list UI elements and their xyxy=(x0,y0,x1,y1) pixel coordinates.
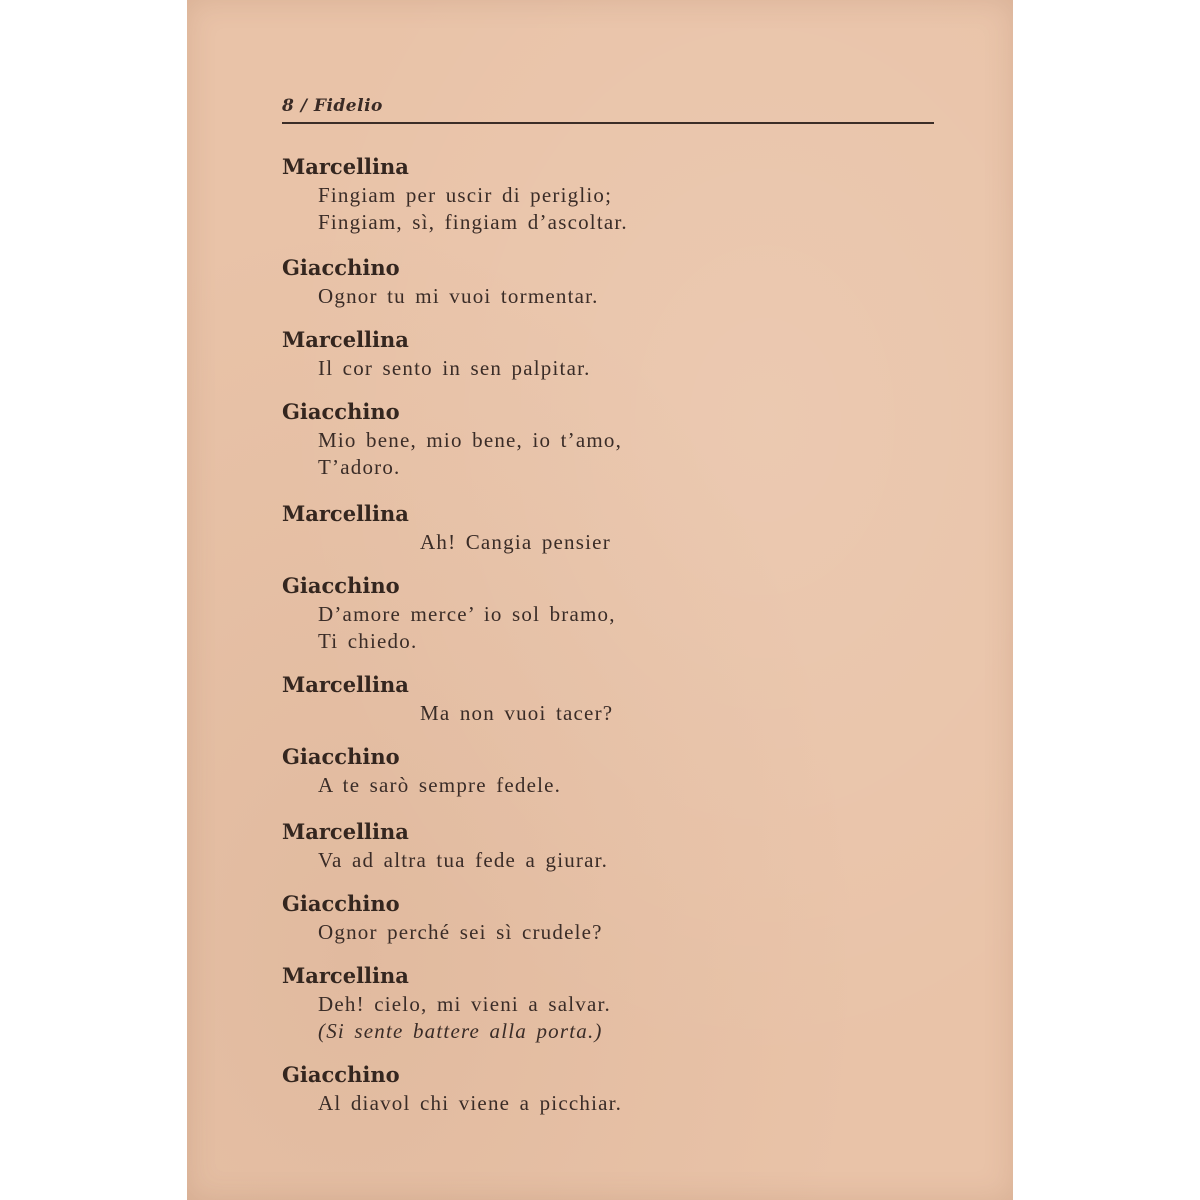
speaker-name: Marcellina xyxy=(282,672,409,697)
verse-line: Va ad altra tua fede a giurar. xyxy=(318,848,609,872)
speech-block xyxy=(282,889,922,946)
running-head: 8 / Fidelio xyxy=(282,96,383,116)
verse-line: Mio bene, mio bene, io t’amo, xyxy=(318,428,623,452)
speech-block xyxy=(282,253,922,310)
speaker-name: Marcellina xyxy=(282,963,409,988)
speech-block xyxy=(282,961,922,1045)
speaker-name: Giacchino xyxy=(282,573,400,598)
speech-block xyxy=(282,817,922,874)
verse-line: Deh! cielo, mi vieni a salvar. xyxy=(318,992,612,1016)
verse-line: Ognor perché sei sì crudele? xyxy=(318,920,603,944)
verse-line: Fingiam, sì, fingiam d’ascoltar. xyxy=(318,210,628,234)
speech-block xyxy=(282,670,922,727)
speaker-name: Marcellina xyxy=(282,501,409,526)
speech-block xyxy=(282,499,922,556)
verse-line: Ma non vuoi tacer? xyxy=(420,701,614,725)
verse-line: Ah! Cangia pensier xyxy=(420,530,611,554)
stage-direction: (Si sente battere alla porta.) xyxy=(318,1019,603,1043)
speaker-name: Giacchino xyxy=(282,1062,400,1087)
speaker-name: Marcellina xyxy=(282,154,409,179)
speaker-name: Marcellina xyxy=(282,819,409,844)
speaker-name: Giacchino xyxy=(282,399,400,424)
speech-block xyxy=(282,1060,922,1117)
speaker-name: Giacchino xyxy=(282,891,400,916)
verse-line: A te sarò sempre fedele. xyxy=(318,773,562,797)
verse-line: Fingiam per uscir di periglio; xyxy=(318,183,613,207)
speaker-name: Giacchino xyxy=(282,255,400,280)
libretto-text xyxy=(282,152,922,1117)
speech-block xyxy=(282,571,922,655)
speaker-name: Marcellina xyxy=(282,327,409,352)
speech-block xyxy=(282,325,922,382)
speech-block xyxy=(282,152,922,236)
book-page xyxy=(187,0,1013,1200)
speaker-name: Giacchino xyxy=(282,744,400,769)
verse-line: T’adoro. xyxy=(318,455,401,479)
verse-line: Al diavol chi viene a picchiar. xyxy=(318,1091,623,1115)
page-header xyxy=(282,90,934,124)
verse-line: D’amore merce’ io sol bramo, xyxy=(318,602,616,626)
verse-line: Il cor sento in sen palpitar. xyxy=(318,356,591,380)
verse-line: Ti chiedo. xyxy=(318,629,418,653)
verse-line: Ognor tu mi vuoi tormentar. xyxy=(318,284,599,308)
speech-block xyxy=(282,397,922,481)
speech-block xyxy=(282,742,922,799)
